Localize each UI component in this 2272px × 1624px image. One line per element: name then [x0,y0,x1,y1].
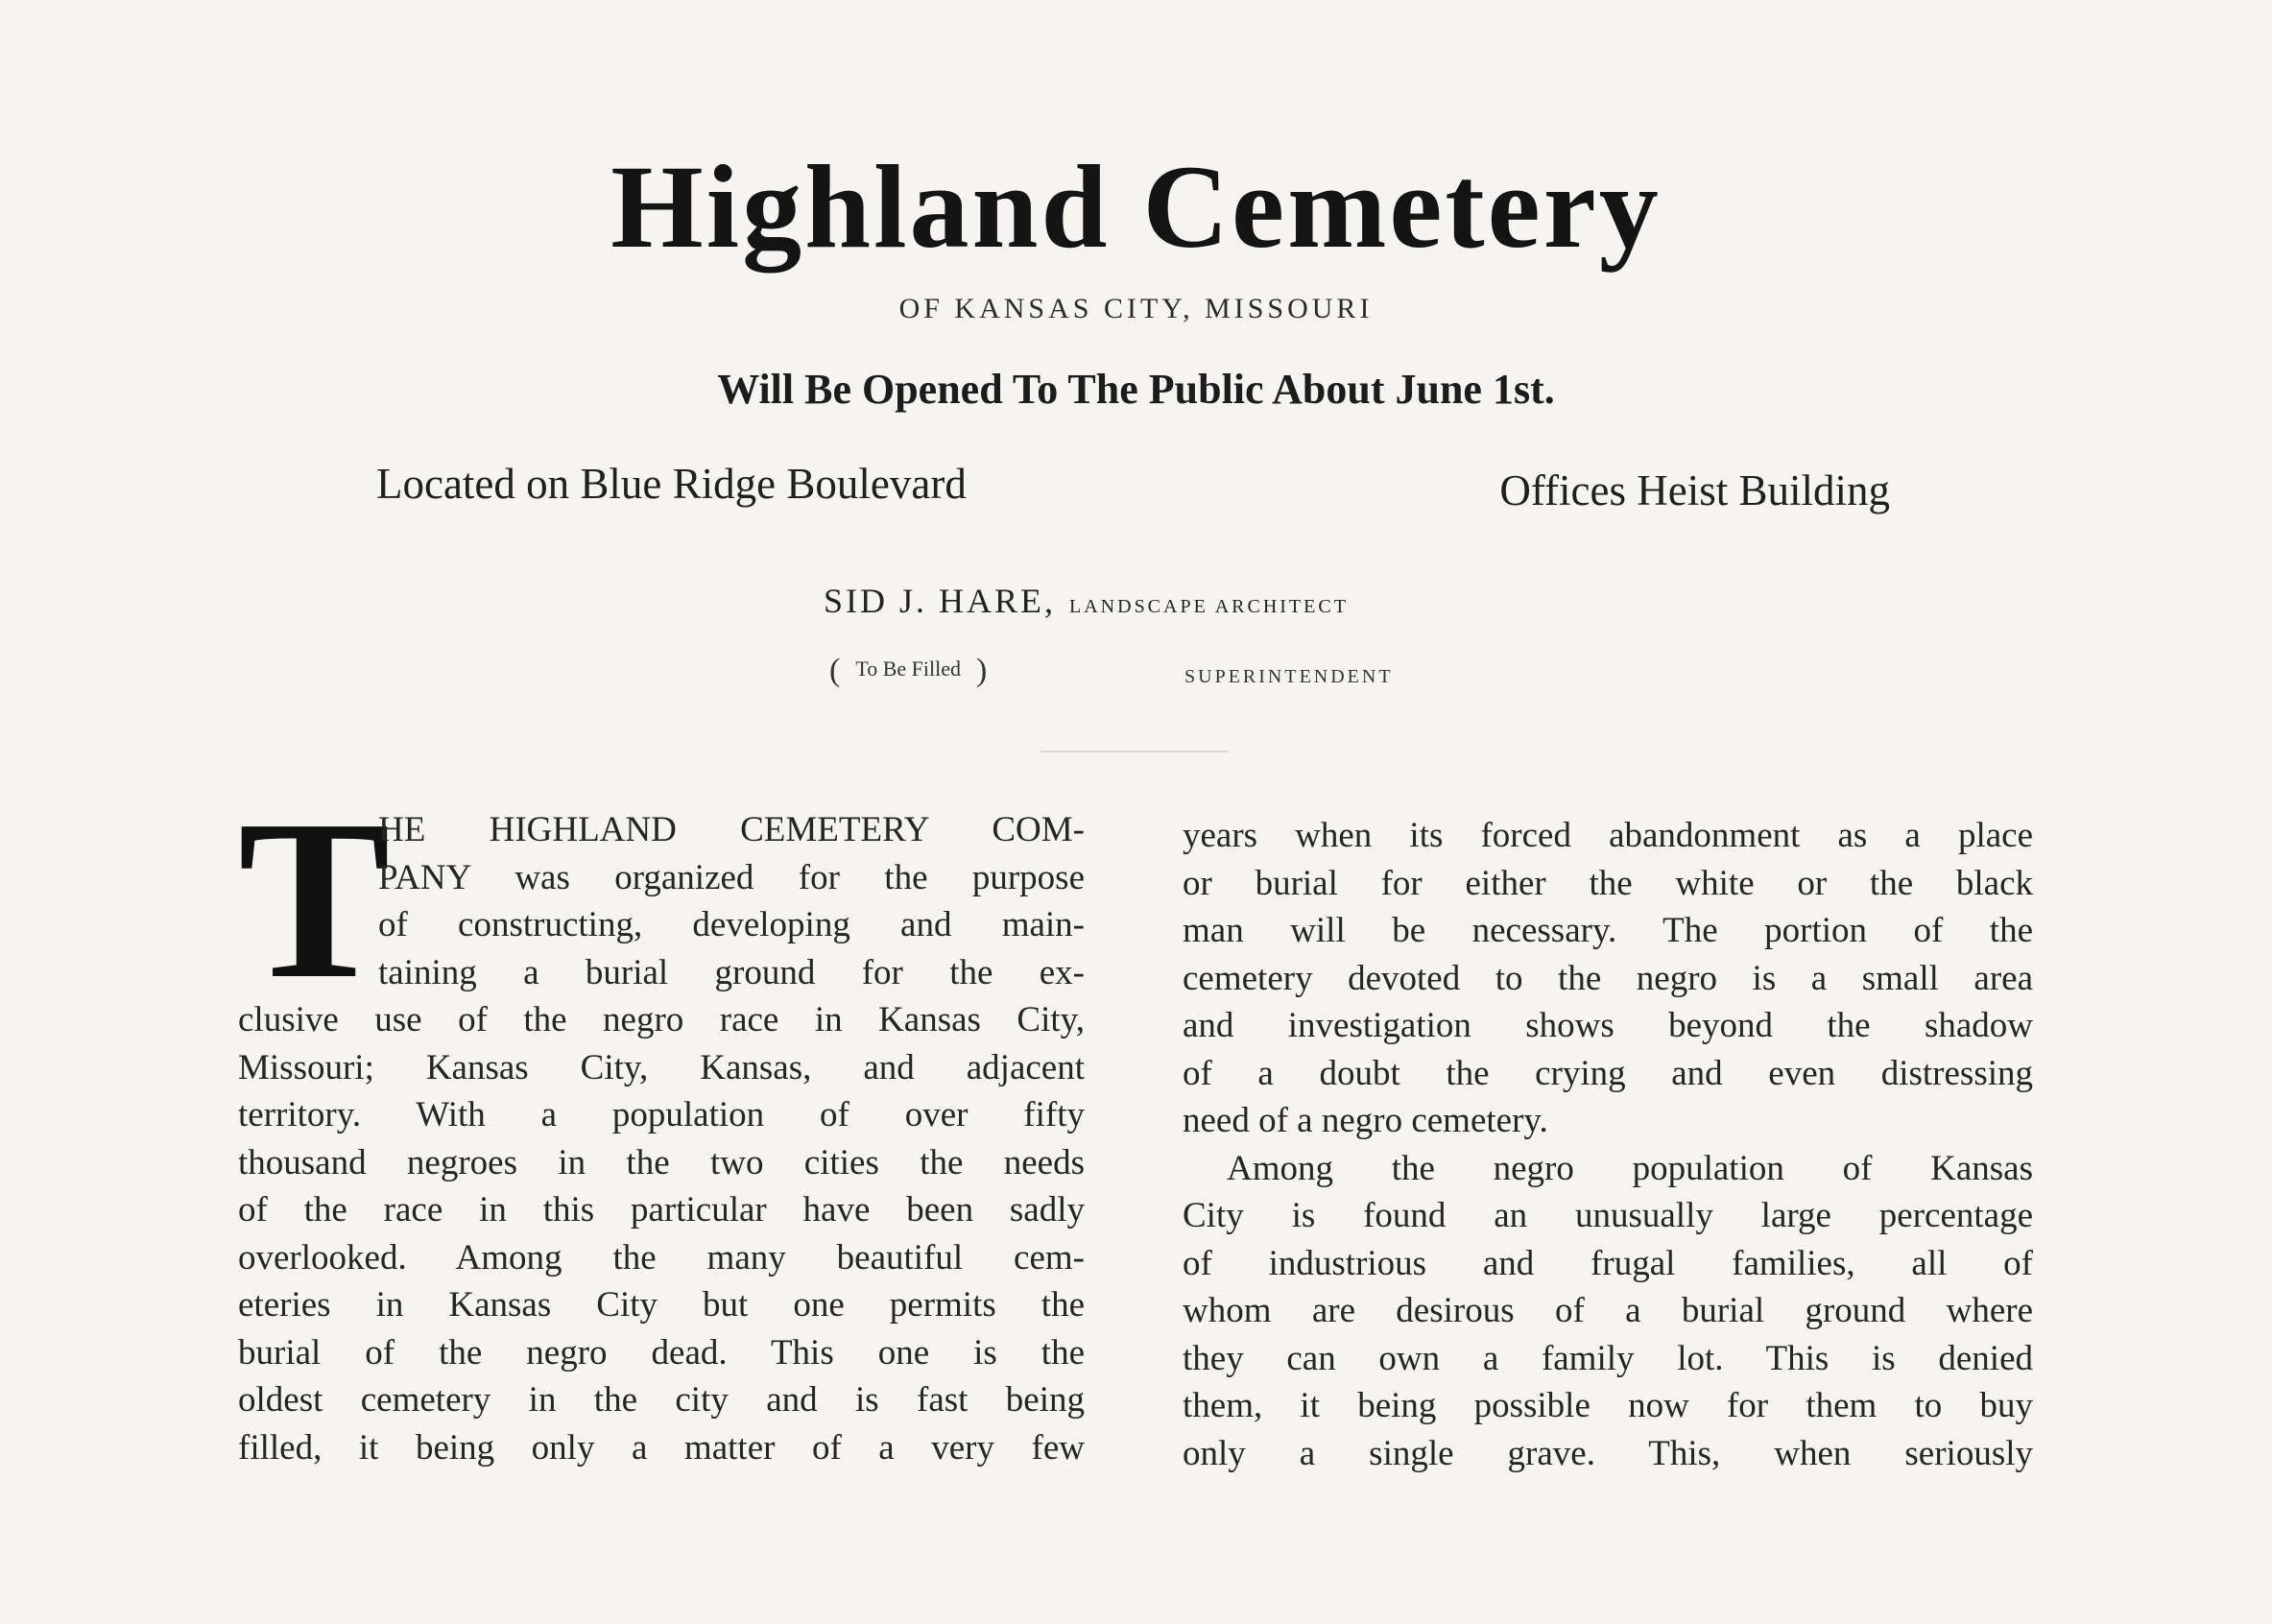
text-line: territory. With a population of over fifty [238,1095,1085,1134]
section-divider [1040,751,1229,752]
text-line: or burial for either the white or the black [1183,863,2033,903]
superintendent-placeholder: To Be Filled [855,656,962,681]
text-line: overlooked. Among the many beautiful cem- [238,1237,1085,1278]
text-line: oldest cemetery in the city and is fast being [238,1380,1085,1420]
text-line: of industrious and frugal families, all of [1183,1243,2033,1283]
text-line: man will be necessary. The portion of the [1183,911,2033,950]
text-line: years when its forced abandonment as a place [1183,816,2033,855]
page-title: Highland Cemetery [610,141,1662,273]
paren-open: ( [829,653,841,688]
text-line: PANY was organized for the purpose [378,857,1085,897]
superintendent-role: SUPERINTENDENT [1184,666,1394,687]
text-line: them, it being possible now for them to buy [1183,1386,2033,1425]
text-line: burial of the negro dead. This one is the [238,1332,1085,1373]
text-line: filled, it being only a matter of a very few [238,1427,1085,1468]
opening-announcement: Will Be Opened To The Public About June 1st. [717,366,1555,413]
text-line: of the race in this particular have been sadly [238,1190,1085,1230]
superintendent-credit [829,653,1394,689]
cemetery-location: Located on Blue Ridge Boulevard [376,460,967,508]
text-line: of constructing, developing and main- [378,905,1085,944]
text-line: they can own a family lot. This is denied [1183,1338,2033,1378]
architect-role: LANDSCAPE ARCHITECT [1069,596,1349,617]
text-line: thousand negroes in the two cities the needs [238,1142,1085,1182]
text-line: Missouri; Kansas City, Kansas, and adjacent [238,1047,1085,1087]
text-line: City is found an unusually large percentage [1183,1196,2033,1235]
text-line: and investigation shows beyond the shadow [1183,1006,2033,1045]
text-line: taining a burial ground for the ex- [378,952,1085,992]
text-line: need of a negro cemetery. [1183,1101,1548,1140]
text-line: of a doubt the crying and even distressing [1183,1053,2033,1093]
text-line: cemetery devoted to the negro is a small area [1183,958,2033,998]
architect-credit [824,581,1349,621]
left-column [238,774,1085,1471]
right-column [1183,812,2033,1477]
text-line: HE HIGHLAND CEMETERY COM- [378,810,1085,849]
offices-address: Offices Heist Building [1499,466,1890,514]
paren-close: ) [976,653,988,688]
drop-cap: T [238,774,391,1026]
text-line: whom are desirous of a burial ground where [1183,1291,2033,1330]
subtitle-location: OF KANSAS CITY, MISSOURI [898,293,1374,324]
text-line: only a single grave. This, when seriously [1183,1433,2033,1473]
text-line: Among the negro population of Kansas [1227,1148,2033,1188]
text-line: clusive use of the negro race in Kansas City, [238,1000,1085,1039]
architect-name: SID J. HARE, [824,582,1057,620]
text-line: eteries in Kansas City but one permits the [238,1285,1085,1325]
